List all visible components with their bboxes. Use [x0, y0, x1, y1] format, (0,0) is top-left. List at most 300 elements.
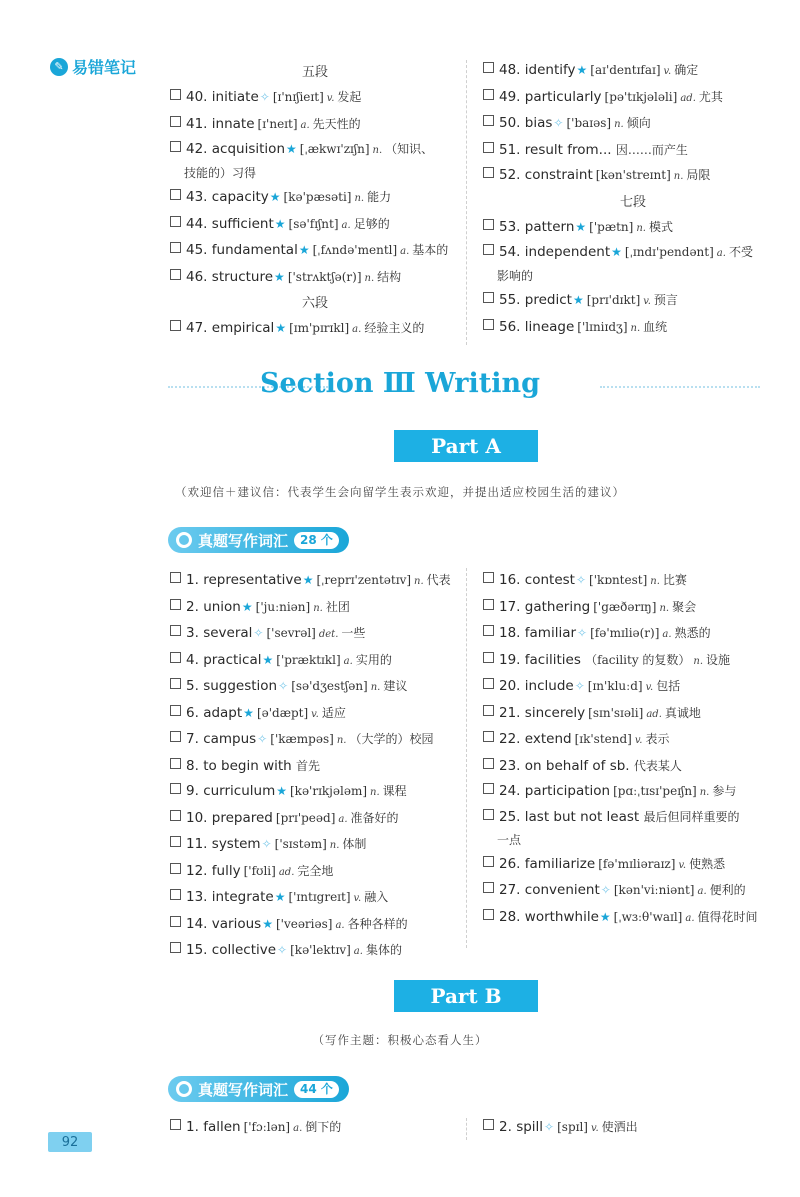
star-icon: ★ [572, 293, 584, 307]
entry-word: campus [203, 731, 257, 747]
vocab-entry [170, 938, 465, 965]
vocab-entry [483, 85, 783, 112]
checkbox-icon[interactable] [170, 916, 181, 927]
entry-pos: n. [636, 222, 646, 234]
entry-word: several [203, 625, 253, 641]
checkbox-icon[interactable] [170, 89, 181, 100]
entry-pos: v. [634, 735, 643, 746]
entry-meaning: 真诚地 [664, 705, 701, 720]
entry-word: innate [211, 115, 255, 132]
entry-meaning: 表示 [645, 732, 670, 746]
entry-meaning: 使洒出 [601, 1120, 638, 1134]
entry-meaning: 先天性的 [312, 116, 361, 131]
entry-word: independent [524, 244, 611, 260]
entry-word: familiar [524, 625, 577, 641]
entry-number: 42. [186, 141, 208, 157]
entry-phonetic: [ˌfʌndə'mentl] [312, 243, 398, 257]
vocab-entry [170, 727, 465, 754]
vocab-entry [170, 832, 465, 859]
entry-meaning: 融入 [364, 890, 389, 904]
entry-meaning: 足够的 [353, 216, 390, 231]
entry-pos: a. [338, 813, 348, 825]
entry-meaning: 模式 [648, 219, 673, 234]
checkbox-icon[interactable] [483, 244, 494, 255]
checkbox-icon[interactable] [483, 652, 494, 663]
checkbox-icon[interactable] [170, 116, 181, 127]
entry-meaning: 体制 [342, 837, 367, 851]
checkbox-icon[interactable] [170, 1119, 181, 1130]
part-b-note: （写作主题：积极心态看人生） [312, 1033, 488, 1047]
vocab-entry [170, 674, 465, 701]
entry-pos: a. [343, 655, 353, 667]
checkbox-icon[interactable] [170, 216, 181, 227]
checkbox-icon[interactable] [170, 889, 181, 900]
entry-pos: n. [659, 602, 670, 614]
entry-word: include [524, 678, 574, 694]
brand-logo [50, 55, 136, 78]
entry-word: union [203, 598, 241, 615]
entry-phonetic: ['pætn] [589, 219, 634, 234]
entry-pos: a. [400, 246, 410, 257]
vocab-entry [170, 885, 465, 912]
entry-pos: a. [353, 946, 363, 957]
entry-pos: n. [372, 145, 383, 156]
checkbox-icon[interactable] [170, 625, 181, 636]
entry-meaning: 不受 [728, 245, 753, 259]
checkbox-icon[interactable] [170, 810, 181, 821]
checkbox-icon[interactable] [170, 242, 181, 253]
entry-pos: n. [370, 682, 381, 693]
entry-number: 2. [186, 598, 199, 615]
entry-word: acquisition [211, 141, 285, 157]
entry-number: 41. [186, 115, 208, 132]
column-divider [466, 60, 467, 345]
entry-pos: v. [353, 893, 362, 904]
entry-pos: n. [364, 272, 375, 284]
star-icon: ★ [269, 190, 281, 204]
checkbox-icon[interactable] [170, 705, 181, 716]
vocab-entry [170, 316, 460, 343]
entry-number: 23. [499, 757, 521, 774]
entry-phonetic: [kə'lektɪv] [290, 943, 351, 957]
entry-word: convenient [524, 882, 600, 898]
star-icon: ★ [276, 784, 287, 798]
entry-number: 12. [186, 862, 208, 879]
vocab-entry [483, 754, 783, 780]
part-a-left-column [170, 568, 465, 965]
entry-word: curriculum [203, 783, 276, 799]
column-divider [466, 1118, 467, 1140]
entry-phonetic: [aɪ'dentɪfaɪ] [590, 63, 661, 77]
entry-word: representative [203, 572, 302, 588]
entry-phonetic: [ɪm'pɪrɪkl] [289, 321, 350, 335]
checkbox-icon[interactable] [483, 115, 494, 126]
entry-number: 46. [186, 268, 208, 285]
entry-phonetic: [ɪ'nɪʃieɪt] [272, 90, 324, 104]
star-icon: ★ [575, 219, 587, 234]
star-icon: ★ [286, 142, 297, 156]
vocab-entry [483, 621, 783, 648]
entry-meaning: 参与 [712, 784, 737, 798]
entry-word: identify [524, 62, 576, 78]
entry-word: lineage [524, 318, 575, 335]
entry-number: 45. [186, 242, 208, 258]
star-icon: ★ [599, 909, 611, 924]
vocab-tag-label: 真题写作词汇 [198, 1080, 289, 1099]
entry-number: 40. [186, 89, 208, 105]
entry-pos: n. [673, 171, 684, 182]
checkbox-icon[interactable] [170, 758, 181, 769]
checkbox-icon[interactable] [170, 599, 181, 610]
checkbox-icon[interactable] [170, 269, 181, 280]
checkbox-icon[interactable] [483, 758, 494, 769]
vocab-tag [168, 1076, 349, 1102]
entry-word: fallen [203, 1119, 241, 1135]
vocab-entry [170, 265, 460, 292]
entry-meaning: 经验主义的 [364, 321, 425, 335]
entry-word: prepared [211, 809, 273, 826]
entry-word: fundamental [211, 242, 298, 258]
entry-phonetic: ['gæðərɪŋ] [593, 599, 657, 614]
checkbox-icon[interactable] [170, 783, 181, 794]
entry-phonetic: ['baɪəs] [566, 116, 612, 130]
page-number: 92 [48, 1132, 92, 1152]
entry-pos: n. [336, 735, 347, 746]
entry-phonetic: ['fʊli] [243, 863, 276, 878]
entry-meaning: 代表 [426, 573, 451, 587]
entry-meaning: 比赛 [662, 573, 687, 587]
entry-pos: v. [326, 93, 335, 104]
entry-phonetic: ['sevrəl] [266, 626, 316, 640]
entry-number: 10. [186, 809, 208, 826]
star-icon: ✧ [544, 1120, 555, 1134]
entry-meaning: 集体的 [365, 943, 402, 957]
entry-pos: n. [329, 840, 340, 851]
entry-meaning: （大学的）校园 [349, 732, 434, 746]
entry-number: 18. [499, 625, 521, 641]
entry-phonetic: [prɪ'peəd] [275, 810, 336, 825]
star-icon: ★ [274, 216, 286, 231]
entry-number: 25. [499, 808, 521, 825]
checkbox-icon[interactable] [483, 731, 494, 742]
checkbox-icon[interactable] [483, 599, 494, 610]
entry-number: 7. [186, 731, 199, 747]
star-icon: ✧ [261, 837, 272, 851]
entry-meaning: 值得花时间 [697, 909, 758, 924]
entry-pos: n. [699, 787, 710, 798]
checkbox-icon[interactable] [170, 320, 181, 331]
checkbox-icon[interactable] [483, 705, 494, 716]
entry-word: initiate [211, 89, 259, 105]
entry-meaning: 设施 [706, 652, 731, 667]
entry-pos: v. [311, 708, 319, 720]
entry-meaning: 基本的 [412, 243, 449, 257]
vocab-entry [170, 1115, 465, 1142]
entry-word: extend [524, 731, 572, 747]
entry-number: 50. [499, 115, 521, 131]
entry-pos: a. [716, 248, 726, 259]
entry-meaning: 便利的 [709, 883, 746, 897]
vocab-entry [483, 905, 783, 932]
entry-phonetic: [pɑːˌtɪsɪ'peɪʃn] [613, 784, 697, 798]
entry-pos: n. [693, 655, 704, 667]
entry-meaning: 准备好的 [350, 810, 399, 825]
vocab-entry [483, 852, 783, 879]
star-icon: ✧ [553, 116, 564, 130]
vocab-entry [483, 1115, 783, 1142]
entry-number: 54. [499, 244, 521, 260]
entry-phonetic: ['præktɪkl] [276, 652, 341, 667]
entry-pos: v. [663, 66, 672, 77]
entry-number: 27. [499, 882, 521, 898]
entry-phonetic: [kə'rɪkjələm] [289, 784, 368, 798]
entry-number: 19. [499, 651, 521, 668]
entry-pos: n. [614, 119, 624, 130]
segment-title: 六段 [301, 296, 328, 311]
entry-phonetic: ['strʌktʃə(r)] [287, 269, 362, 284]
vocab-count: 44 个 [294, 1081, 339, 1098]
part-a-banner: Part A [394, 430, 538, 462]
entry-meaning: 血统 [643, 319, 668, 334]
segment-title: 五段 [301, 65, 328, 80]
entry-meaning: 预言 [653, 293, 678, 307]
entry-word: contest [524, 572, 575, 588]
entry-word: worthwhile [524, 908, 599, 925]
entry-phonetic: ['kæmpəs] [270, 732, 334, 746]
checkbox-icon[interactable] [170, 652, 181, 663]
entry-meaning: 代表某人 [633, 758, 682, 773]
checkbox-icon[interactable] [483, 909, 494, 920]
part-b-right-column [483, 1115, 783, 1142]
checkbox-icon[interactable] [483, 809, 494, 820]
entry-number: 56. [499, 318, 521, 335]
part-b-left-column [170, 1115, 465, 1142]
entry-word: adapt [203, 704, 243, 721]
checkbox-icon[interactable] [170, 141, 181, 152]
vocab-entry [170, 112, 460, 139]
entry-number: 13. [186, 889, 208, 905]
brand-text: 易错笔记 [72, 58, 137, 77]
vocab-entry [170, 185, 460, 212]
entry-word: various [211, 915, 262, 932]
entry-meaning: 因……而产生 [615, 142, 688, 157]
entry-phonetic: [spɪl] [557, 1120, 588, 1134]
entry-meaning: 尤其 [698, 89, 723, 104]
entry-phonetic: [sɪn'sɪəli] [588, 705, 644, 720]
entry-number: 48. [499, 62, 521, 78]
entry-number: 2. [499, 1119, 512, 1135]
entry-meaning: 结构 [377, 269, 402, 284]
star-icon: ★ [241, 599, 253, 614]
vocab-entry [170, 754, 465, 780]
checkbox-icon[interactable] [483, 882, 494, 893]
entry-pos: a. [293, 1123, 303, 1134]
entry-number: 51. [499, 141, 521, 158]
star-icon: ★ [275, 321, 287, 335]
vocab-entry [483, 806, 783, 852]
vocab-entry [170, 85, 460, 112]
entry-meaning: 确定 [674, 63, 699, 77]
entry-word: structure [211, 268, 274, 285]
entry-number: 1. [186, 1119, 199, 1135]
entry-number: 15. [186, 942, 208, 958]
entry-meaning: 熟悉的 [674, 626, 711, 640]
vocab-entry [170, 859, 465, 886]
entry-word: empirical [211, 320, 275, 336]
vocab-entry [483, 648, 783, 675]
entry-pos: n. [313, 602, 323, 614]
entry-word: familiarize [524, 855, 596, 872]
entry-pos: a. [697, 886, 707, 897]
vocab-entry [170, 212, 460, 239]
entry-word: result from... [524, 141, 612, 158]
entry-pos: ad. [680, 92, 696, 104]
checkbox-icon[interactable] [483, 1119, 494, 1130]
checkbox-icon[interactable] [483, 319, 494, 330]
checkbox-icon[interactable] [483, 62, 494, 73]
entry-number: 6. [186, 704, 199, 721]
checkbox-icon[interactable] [483, 167, 494, 178]
entry-meaning: 能力 [367, 190, 392, 204]
entry-word: bias [524, 115, 553, 131]
vocab-entry [483, 315, 783, 342]
entry-word: particularly [524, 88, 602, 105]
checkbox-icon[interactable] [483, 678, 494, 689]
entry-number: 24. [499, 783, 521, 799]
vocab-entry [483, 163, 783, 190]
star-icon: ✧ [278, 679, 289, 693]
entry-number: 52. [499, 167, 521, 183]
entry-word: on behalf of sb. [524, 757, 630, 774]
vocab-entry [170, 701, 465, 728]
star-icon: ✧ [253, 626, 264, 640]
entry-meaning: 一些 [341, 626, 366, 640]
checkbox-icon[interactable] [170, 942, 181, 953]
entry-word: fully [211, 862, 241, 879]
leaf-icon: ✎ [50, 58, 68, 76]
entry-phonetic: [ə'dæpt] [256, 705, 309, 720]
entry-number: 49. [499, 88, 521, 105]
vocab-entry [483, 779, 783, 806]
checkbox-icon[interactable] [170, 731, 181, 742]
entry-pos: v. [645, 682, 654, 693]
top-left-column [170, 60, 460, 343]
checkbox-icon[interactable] [483, 572, 494, 583]
entry-number: 26. [499, 855, 521, 872]
entry-word: participation [524, 783, 611, 799]
entry-number: 17. [499, 598, 521, 615]
star-icon: ★ [262, 652, 274, 667]
vocab-entry [483, 727, 783, 754]
vocab-entry [170, 138, 460, 185]
checkbox-icon[interactable] [483, 625, 494, 636]
vocab-entry [483, 595, 783, 622]
vocab-entry [483, 878, 783, 905]
star-icon: ★ [576, 63, 588, 77]
checkbox-icon[interactable] [170, 678, 181, 689]
entry-phonetic: [kən'viːniənt] [613, 883, 695, 897]
entry-number: 5. [186, 678, 199, 694]
part-a-right-column [483, 568, 783, 931]
entry-number: 16. [499, 572, 521, 588]
checkbox-icon[interactable] [170, 836, 181, 847]
checkbox-icon[interactable] [170, 572, 181, 583]
vocab-entry [170, 595, 465, 622]
checkbox-icon[interactable] [483, 292, 494, 303]
vocab-entry [483, 568, 783, 595]
entry-phonetic: [ˌwɜːθ'waɪl] [613, 909, 683, 924]
vocab-entry [170, 806, 465, 833]
entry-phonetic: ['lɪniɪdʒ] [577, 319, 628, 334]
entry-phonetic: [sə'fɪʃnt] [288, 216, 339, 231]
top-right-column [483, 58, 783, 341]
entry-phonetic: [prɪ'dɪkt] [586, 293, 641, 307]
entry-word: sincerely [524, 704, 586, 721]
checkbox-icon[interactable] [483, 142, 494, 153]
star-icon: ★ [298, 243, 310, 257]
entry-pos: a. [685, 912, 695, 924]
star-icon: ✧ [574, 679, 585, 693]
entry-pos: v. [591, 1123, 599, 1134]
entry-meaning: 建议 [383, 679, 408, 693]
entry-meaning-cont: 技能的）习得 [184, 166, 257, 180]
entry-number: 9. [186, 783, 199, 799]
entry-meaning: 最后但同样重要的 [643, 809, 740, 824]
entry-meaning: 首先 [296, 758, 321, 773]
entry-pos: a. [300, 119, 310, 131]
entry-word: sufficient [211, 215, 274, 232]
entry-phonetic: [pə'tɪkjələli] [604, 89, 678, 104]
entry-meaning: 各种各样的 [347, 916, 408, 931]
segment-title: 七段 [619, 194, 646, 210]
vocab-tag [168, 527, 349, 553]
vocab-entry [170, 621, 465, 648]
entry-phonetic: [ɪn'kluːd] [587, 679, 643, 693]
vocab-entry [170, 568, 465, 595]
checkbox-icon[interactable] [483, 856, 494, 867]
entry-pos: v. [643, 296, 651, 307]
section-title: Section Ⅲ Writing [260, 368, 540, 399]
entry-word: last but not least [524, 808, 640, 825]
entry-number: 14. [186, 915, 208, 932]
star-icon: ★ [302, 573, 314, 587]
star-icon: ✧ [600, 883, 611, 897]
entry-number: 3. [186, 625, 199, 641]
checkbox-icon[interactable] [483, 783, 494, 794]
entry-meaning: 聚会 [672, 599, 697, 614]
vocab-entry [483, 701, 783, 728]
vocab-entry [483, 138, 783, 164]
entry-pos: a. [335, 919, 345, 931]
entry-phonetic: [fə'mɪliə(r)] [590, 626, 660, 640]
checkbox-icon[interactable] [170, 189, 181, 200]
entry-word: predict [524, 292, 572, 308]
checkbox-icon[interactable] [483, 89, 494, 100]
entry-word: suggestion [203, 678, 278, 694]
entry-pos: n. [630, 322, 641, 334]
checkbox-icon[interactable] [483, 219, 494, 230]
checkbox-icon[interactable] [170, 863, 181, 874]
entry-phonetic: [kən'streɪnt] [595, 168, 671, 182]
entry-meaning: 社团 [325, 599, 350, 614]
star-icon: ★ [611, 245, 622, 259]
entry-word: facilities [524, 651, 581, 668]
entry-phonetic: [ˌækwɪ'zɪʃn] [299, 142, 370, 156]
star-icon: ★ [274, 269, 285, 284]
entry-pos: ad. [646, 708, 662, 720]
star-icon: ✧ [577, 626, 588, 640]
vocab-entry [483, 111, 783, 138]
